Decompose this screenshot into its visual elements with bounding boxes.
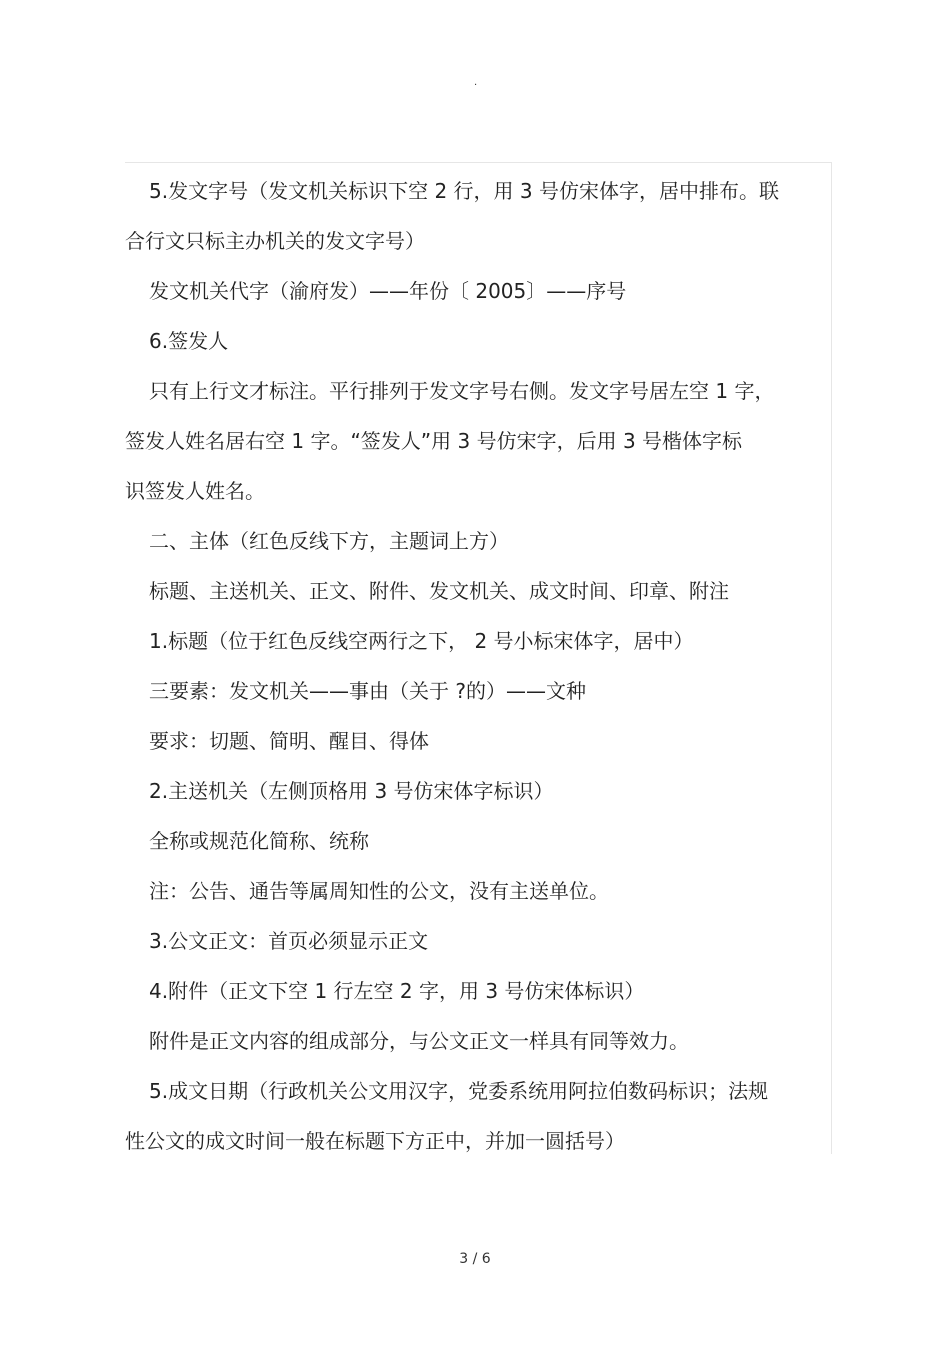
section-heading: 5.成文日期（行政机关公文用汉字，党委系统用阿拉伯数码标识；法规	[149, 1079, 769, 1103]
document-body	[125, 166, 831, 1166]
page-frame-top-border	[125, 162, 831, 163]
section-heading: 1.标题（位于红色反线空两行之下， 2 号小标宋体字，居中）	[149, 629, 694, 653]
paragraph-line: 标题、主送机关、正文、附件、发文机关、成文时间、印章、附注	[149, 579, 729, 603]
paragraph-line: 要求：切题、简明、醒目、得体	[149, 729, 429, 753]
paragraph-line: 签发人姓名居右空 1 字。“签发人”用 3 号仿宋字，后用 3 号楷体字标	[125, 429, 743, 453]
section-heading: 二、主体（红色反线下方，主题词上方）	[149, 529, 509, 553]
paragraph-line: 5.发文字号（发文机关标识下空 2 行，用 3 号仿宋体字，居中排布。联	[149, 179, 779, 203]
paragraph-line: 性公文的成文时间一般在标题下方正中，并加一圆括号）	[125, 1129, 625, 1153]
page-number: 3 / 6	[459, 1251, 491, 1267]
paragraph-line: 全称或规范化简称、统称	[149, 829, 369, 853]
paragraph-line: 三要素：发文机关——事由（关于 ?的）——文种	[149, 679, 586, 703]
paragraph-line: 识签发人姓名。	[125, 479, 265, 503]
section-heading: 3.公文正文：首页必须显示正文	[149, 929, 429, 953]
section-heading: 6.签发人	[149, 329, 229, 353]
section-heading: 4.附件（正文下空 1 行左空 2 字，用 3 号仿宋体标识）	[149, 979, 645, 1003]
paragraph-line: 合行文只标主办机关的发文字号）	[125, 229, 425, 253]
paragraph-line: 附件是正文内容的组成部分，与公文正文一样具有同等效力。	[149, 1029, 689, 1053]
section-heading: 2.主送机关（左侧顶格用 3 号仿宋体字标识）	[149, 779, 554, 803]
paragraph-line: 只有上行文才标注。平行排列于发文字号右侧。发文字号居左空 1 字，	[149, 379, 775, 403]
header-mark: .	[474, 77, 478, 88]
page-frame-right-border	[831, 162, 832, 1154]
paragraph-line: 发文机关代字（渝府发）——年份〔 2005〕——序号	[149, 279, 627, 303]
paragraph-line: 注：公告、通告等属周知性的公文，没有主送单位。	[149, 879, 609, 903]
